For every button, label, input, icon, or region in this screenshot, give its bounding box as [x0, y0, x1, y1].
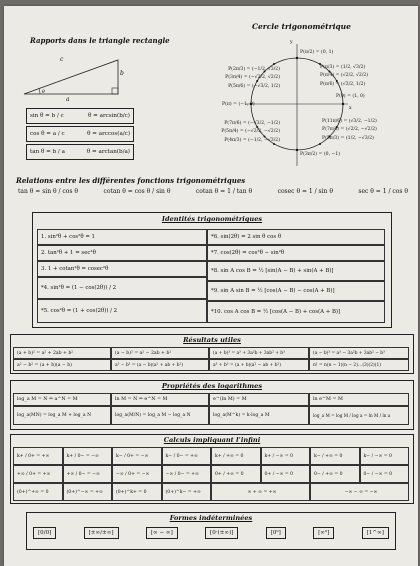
result-cell: (a − b)² = a² − 2ab + b² — [111, 347, 209, 359]
infinity-cell: −∞ − ∞ = −∞ — [310, 483, 409, 501]
infinity-cell: −∞ / 0− = +∞ — [162, 465, 212, 483]
indeterminate-item: [∞⁰] — [313, 527, 334, 539]
infinity-cell: (0+)^k− = +∞ — [162, 483, 212, 501]
point-label: P(π/3) = (1/2, √3/2) — [320, 65, 366, 70]
result-cell: a² − b² = (a + b)(a − b) — [13, 359, 111, 371]
point-label: P(5π/4) = (−√2/2, −√2/2) — [221, 129, 280, 135]
right-points-upper — [320, 64, 368, 89]
infinity-box — [10, 434, 414, 504]
infinity-cell: (0+)^+∞ = 0 — [13, 483, 63, 501]
point-label: P(5π/3) = (1/2, −√3/2) — [322, 135, 374, 141]
identity-cell: *8. sin A cos B = ½ [sin(A − B) + sin(A + B)] — [207, 261, 385, 281]
result-cell: a³ + b³ = (a + b)(a² − ab + b²) — [209, 359, 309, 371]
result-cell: (a − b)³ = a³ − 3a²b + 3ab² − b³ — [309, 347, 409, 359]
log-cell: log_a(MN) = log_a M + log_a N — [13, 406, 111, 425]
triangle-ratios — [26, 108, 134, 160]
infinity-cell: k− / +∞ = 0 — [310, 447, 360, 465]
point-label: P(2π/3) = (−1/2, √3/2) — [228, 67, 280, 72]
identity-cell: 3. 1 + cotan²θ = cosec²θ — [37, 261, 207, 277]
infinity-cell: ∞ + ∞ = +∞ — [211, 483, 310, 501]
circle-title: Cercle trigonométrique — [252, 22, 351, 31]
axis-y-label: y — [290, 40, 293, 45]
results-title: Résultats utiles — [183, 336, 241, 344]
result-cell: n! = n(n − 1)(n − 2)…(3)(2)(1) — [309, 359, 409, 371]
infinity-cell: k+ / −∞ = 0 — [261, 447, 311, 465]
log-cell: log_a(M^k) = k·log_a M — [209, 406, 309, 425]
indeterminate-item: [1^∞] — [362, 527, 389, 539]
infinity-cell: 0+ / +∞ = 0 — [211, 465, 261, 483]
label-theta: θ — [42, 90, 45, 95]
right-points-lower — [322, 118, 377, 143]
point-label: P(π/6) = (√3/2, 1/2) — [320, 81, 366, 87]
log-cell: log_a(M/N) = log_a M − log_a N — [111, 406, 209, 425]
identity-cell: *4. sin²θ = (1 − cos(2θ)) / 2 — [37, 277, 207, 299]
logs-box — [10, 380, 414, 430]
relation-item: cosec θ = 1 / sin θ — [277, 188, 333, 195]
indeterminate-item: [0·(±∞)] — [205, 527, 238, 539]
label-c: c — [60, 56, 64, 63]
right-triangle-figure — [18, 50, 128, 100]
result-cell: a³ − b³ = (a − b)(a² + ab + b²) — [111, 359, 209, 371]
relation-item: cotan θ = 1 / tan θ — [195, 188, 253, 195]
relation-item: tan θ = sin θ / cos θ — [18, 188, 79, 195]
identity-cell: 2. tan²θ + 1 = sec²θ — [37, 245, 207, 261]
label-b: b — [120, 70, 124, 77]
point-label: P(4π/3) = (−1/2, −√3/2) — [224, 137, 280, 143]
identity-cell: 1. sin²θ + cos²θ = 1 — [37, 229, 207, 245]
indeterminate-item: [0/0] — [33, 527, 56, 539]
identity-cell: *7. cos(2θ) = cos²θ − sin²θ — [207, 245, 385, 261]
point-label: P(11π/6) = (√3/2, −1/2) — [322, 119, 377, 124]
point-label: P(π/4) = (√2/2, √2/2) — [320, 73, 369, 79]
indeterminate-item: [∞ − ∞] — [146, 527, 178, 539]
infinity-cell: k− / −∞ = 0 — [360, 447, 410, 465]
log-cell: log_a M = log M / log a = ln M / ln a — [309, 406, 409, 425]
infinity-cell: (0+)^k+ = 0 — [112, 483, 162, 501]
infinity-cell: k+ / 0− = −∞ — [63, 447, 113, 465]
infinity-cell: k+ / +∞ = 0 — [211, 447, 261, 465]
results-box — [10, 334, 414, 374]
point-label: P(3π/4) = (−√2/2, √2/2) — [225, 75, 280, 81]
point-label: P(5π/6) = (−√3/2, 1/2) — [228, 83, 280, 89]
infinity-cell: −∞ / 0+ = −∞ — [112, 465, 162, 483]
ratio-row — [26, 126, 134, 142]
infinity-cell: +∞ / 0− = −∞ — [63, 465, 113, 483]
infinity-grid — [13, 447, 409, 501]
triangle-title: Rapports dans le triangle rectangle — [30, 36, 170, 45]
left-points-lower — [210, 120, 280, 145]
relation-item: cotan θ = cos θ / sin θ — [103, 188, 171, 195]
label-a: a — [66, 96, 70, 103]
ratio-row — [26, 108, 134, 124]
infinity-cell: 0+ / −∞ = 0 — [261, 465, 311, 483]
label-bottom: P(3π/2) = (0, −1) — [300, 152, 341, 157]
infinity-cell: 0− / +∞ = 0 — [310, 465, 360, 483]
infinity-cell: k− / 0− = +∞ — [162, 447, 212, 465]
log-cell: ln e^M = M — [309, 393, 409, 406]
result-cell: (a + b)³ = a³ + 3a²b + 3ab² + b³ — [209, 347, 309, 359]
unit-circle-figure — [242, 42, 352, 170]
infinity-cell: (0+)^−∞ = +∞ — [63, 483, 113, 501]
ratio-cos: cos θ = a / c — [30, 131, 65, 137]
label-top: P(π/2) = (0, 1) — [300, 50, 334, 55]
identity-cell: *6. sin(2θ) = 2 sin θ cos θ — [207, 229, 385, 245]
logs-title: Propriétés des logarithmes — [161, 382, 263, 390]
indeterminate-box — [26, 512, 396, 550]
ratio-row — [26, 144, 134, 160]
indeterminate-title: Formes indéterminées — [169, 514, 253, 522]
infinity-title: Calculs impliquant l’infini — [163, 436, 261, 444]
indeterminate-list — [33, 527, 389, 539]
label-left: P(π) = (−1, 0) — [222, 102, 255, 107]
infinity-cell: k+ / 0+ = +∞ — [13, 447, 63, 465]
log-cell: log_a M = N ⇔ a^N = M — [13, 393, 111, 406]
ratio-tan: tan θ = b / a — [30, 149, 65, 155]
infinity-cell: k− / 0+ = −∞ — [112, 447, 162, 465]
identities-box — [32, 212, 392, 328]
indeterminate-item: [0⁰] — [266, 527, 286, 539]
point-label: P(7π/4) = (√2/2, −√2/2) — [322, 127, 377, 133]
relations-row — [18, 188, 408, 195]
indeterminate-item: [±∞/±∞] — [84, 527, 119, 539]
identity-cell: *5. cos²θ = (1 + cos(2θ)) / 2 — [37, 299, 207, 323]
infinity-cell: +∞ / 0+ = +∞ — [13, 465, 63, 483]
formula-sheet — [4, 6, 418, 566]
axis-x-label: x — [349, 106, 352, 111]
relations-title: Relations entre les différentes fonctions trigonométriques — [16, 176, 246, 185]
relation-item: sec θ = 1 / cos θ — [358, 188, 408, 195]
log-cell: e^(ln M) = M — [209, 393, 309, 406]
identities-title: Identités trigonométriques — [161, 215, 263, 223]
left-points-upper — [210, 66, 280, 91]
infinity-cell: 0− / −∞ = 0 — [360, 465, 410, 483]
ratio-sin: sin θ = b / c — [30, 113, 64, 119]
log-cell: ln M = N ⇔ e^N = M — [111, 393, 209, 406]
arc-tan: θ = arctan(b/a) — [86, 149, 130, 155]
point-label: P(7π/6) = (−√3/2, −1/2) — [224, 121, 280, 126]
arc-cos: θ = arccos(a/c) — [87, 131, 130, 137]
identity-cell: *10. cos A cos B = ½ [cos(A − B) + cos(A + B)] — [207, 301, 385, 323]
identity-cell: *9. sin A sin B = ½ [cos(A − B) − cos(A + B)] — [207, 281, 385, 301]
label-right: P(0) = (1, 0) — [336, 94, 365, 99]
result-cell: (a + b)² = a² + 2ab + b² — [13, 347, 111, 359]
arc-sin: θ = arcsin(b/c) — [88, 113, 130, 119]
